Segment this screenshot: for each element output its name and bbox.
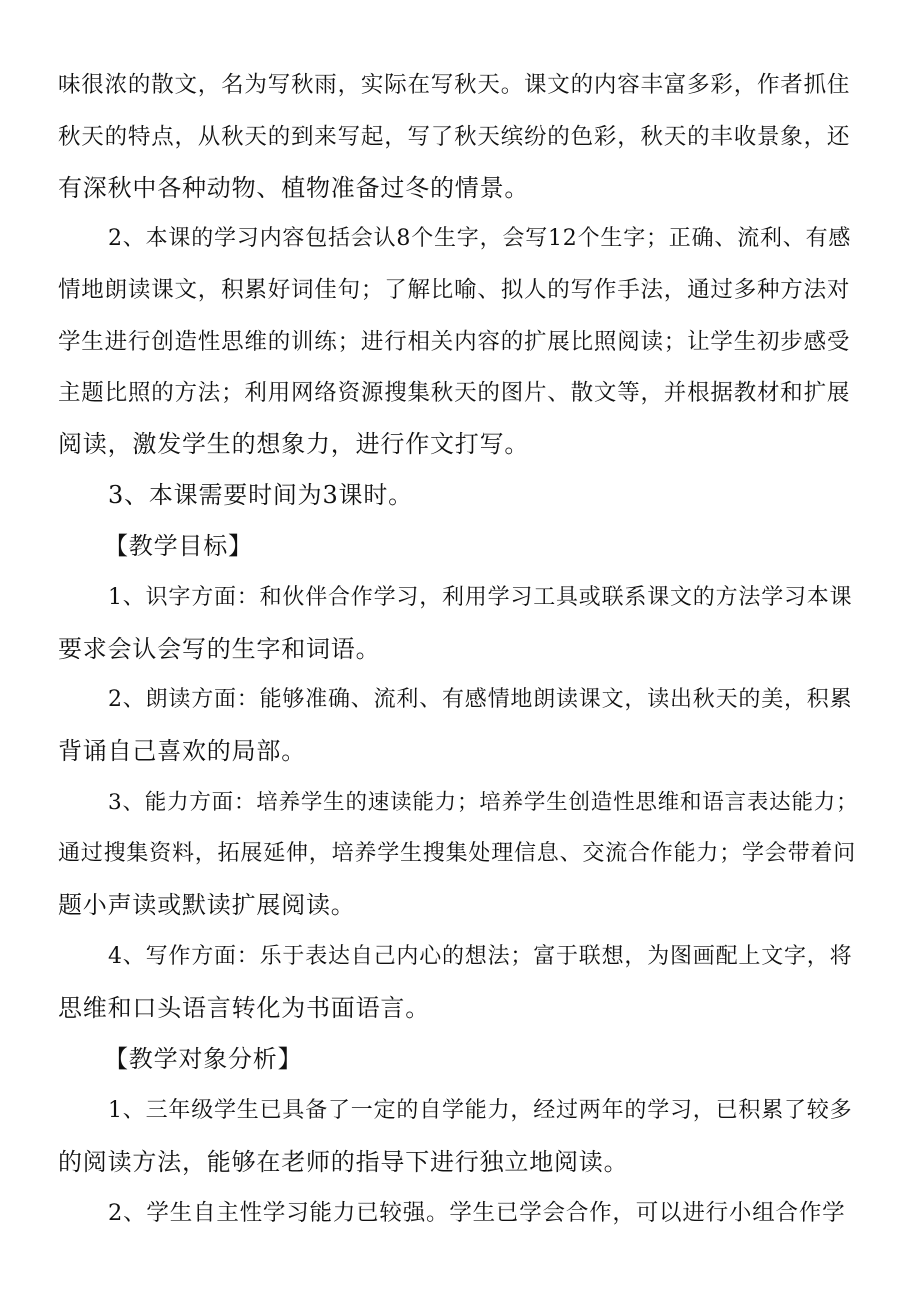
paragraph-line: 主题比照的方法；利用网络资源搜集秋天的图片、散文等，并根据教材和扩展 <box>58 380 851 406</box>
paragraph-line: 1、三年级学生已具备了一定的自学能力，经过两年的学习，已积累了较多 <box>108 1098 853 1123</box>
paragraph-line: 情地朗读课文，积累好词佳句；了解比喻、拟人的写作手法，通过多种方法对 <box>58 277 851 303</box>
paragraph-line: 2、本课的学习内容包括会认8个生字，会写12个生字；正确、流利、有感 <box>108 226 852 251</box>
paragraph-line: 3、能力方面：培养学生的速读能力；培养学生创造性思维和语言表达能力； <box>108 790 859 815</box>
paragraph-line: 的阅读方法，能够在老师的指导下进行独立地阅读。 <box>58 1148 629 1176</box>
paragraph-line: 有深秋中各种动物、植物准备过冬的情景。 <box>58 174 530 202</box>
paragraph-line: 3、本课需要时间为3课时。 <box>108 481 413 509</box>
paragraph-line: 4、写作方面：乐于表达自己内心的想法；富于联想，为图画配上文字，将 <box>108 944 853 969</box>
paragraph-line: 2、朗读方面：能够准确、流利、有感情地朗读课文，读出秋天的美，积累 <box>108 687 853 712</box>
paragraph-line: 背诵自己喜欢的局部。 <box>58 737 306 765</box>
section-heading: 【教学目标】 <box>104 532 253 560</box>
paragraph-line: 题小声读或默读扩展阅读。 <box>58 891 356 919</box>
paragraph-line: 味很浓的散文，名为写秋雨，实际在写秋天。课文的内容丰富多彩，作者抓住 <box>58 72 851 98</box>
paragraph-line: 2、学生自主性学习能力已较强。学生已学会合作，可以进行小组合作学 <box>108 1200 846 1226</box>
paragraph-line: 学生进行创造性思维的训练；进行相关内容的扩展比照阅读；让学生初步感受 <box>58 329 851 355</box>
paragraph-line: 秋天的特点，从秋天的到来写起，写了秋天缤纷的色彩，秋天的丰收景象，还 <box>58 124 851 150</box>
paragraph-line: 通过搜集资料，拓展延伸，培养学生搜集处理信息、交流合作能力；学会带着问 <box>58 841 857 866</box>
section-heading: 【教学对象分析】 <box>104 1045 303 1073</box>
paragraph-line: 要求会认会写的生字和词语。 <box>58 635 381 663</box>
paragraph-line: 阅读，激发学生的想象力，进行作文打写。 <box>58 430 530 458</box>
paragraph-line: 1、识字方面：和伙伴合作学习，利用学习工具或联系课文的方法学习本课 <box>108 585 853 610</box>
paragraph-line: 思维和口头语言转化为书面语言。 <box>58 994 430 1022</box>
